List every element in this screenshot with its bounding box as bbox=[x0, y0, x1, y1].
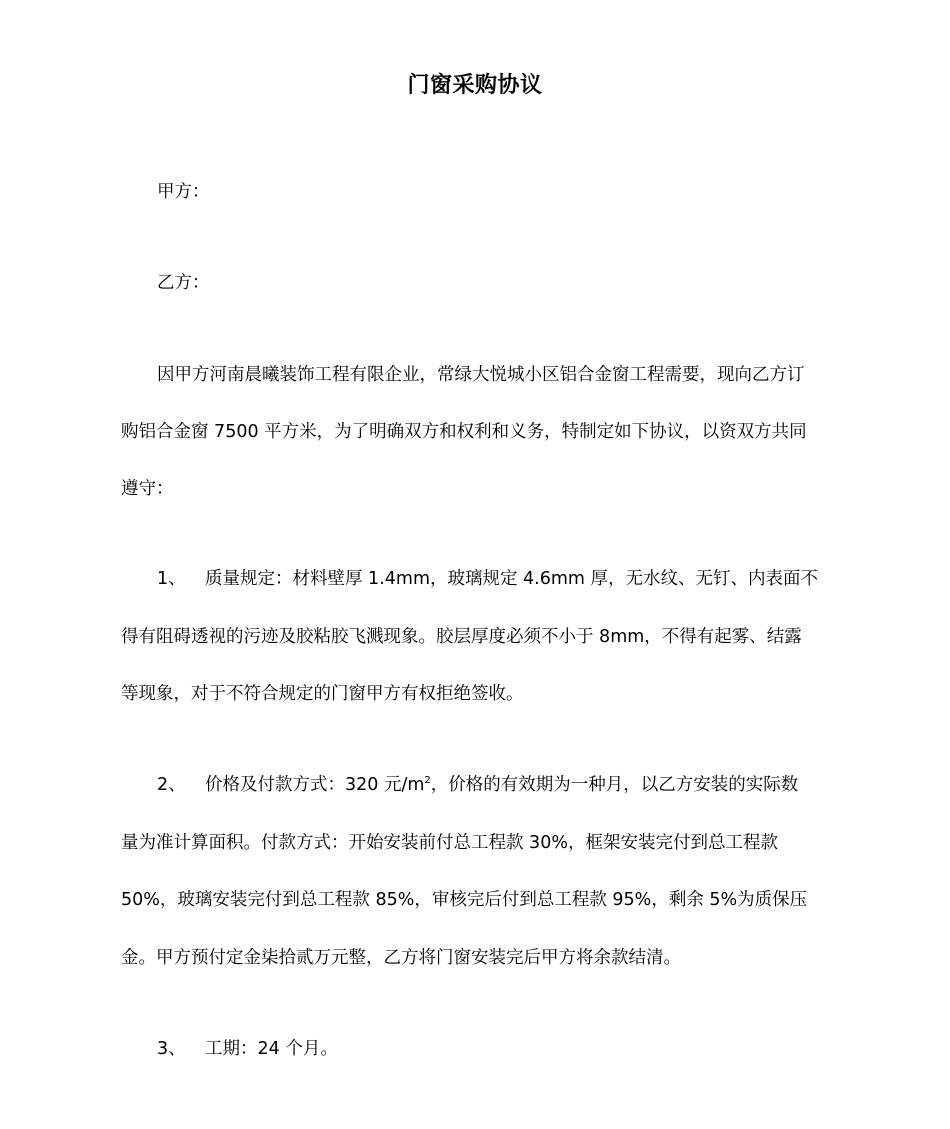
clause-3-number: 3、 bbox=[157, 1039, 186, 1059]
clause-2-line-4: 金。甲方预付定金柒拾贰万元整，乙方将门窗安装完后甲方将余款结清。 bbox=[121, 948, 681, 968]
clause-1-number: 1、 bbox=[157, 569, 186, 589]
clause-1-line-2: 得有阻碍透视的污迹及胶粘胶飞溅现象。胶层厚度必须不小于 8mm，不得有起雾、结露 bbox=[121, 627, 802, 647]
clause-1-text-1: 质量规定：材料壁厚 1.4mm，玻璃规定 4.6mm 厚，无水纹、无钉、内表面不 bbox=[205, 569, 819, 589]
party-a-label: 甲方： bbox=[157, 182, 210, 202]
clause-3-line-1 bbox=[157, 1037, 338, 1061]
clause-2-line-1 bbox=[157, 773, 798, 797]
clause-2-superscript: 2 bbox=[424, 775, 431, 787]
clause-2-line-2: 量为准计算面积。付款方式：开始安装前付总工程款 30%，框架安装完付到总工程款 bbox=[121, 833, 778, 853]
party-b-label: 乙方： bbox=[157, 273, 210, 293]
clause-1-line-1 bbox=[157, 567, 818, 591]
clause-2-number: 2、 bbox=[157, 775, 186, 795]
preamble-line-1: 因甲方河南晨曦装饰工程有限企业，常绿大悦城小区铝合金窗工程需要，现向乙方订 bbox=[157, 365, 805, 385]
clause-2-text-1a: 价格及付款方式：320 元/m bbox=[205, 775, 425, 795]
preamble-line-3: 遵守： bbox=[121, 479, 174, 499]
clause-1-line-3: 等现象，对于不符合规定的门窗甲方有权拒绝签收。 bbox=[121, 684, 524, 704]
document-title: 门窗采购协议 bbox=[407, 73, 543, 98]
clause-2-line-3: 50%，玻璃安装完付到总工程款 85%，审核完后付到总工程款 95%，剩余 5%为质保压 bbox=[121, 890, 808, 910]
preamble-line-2: 购铝合金窗 7500 平方米，为了明确双方和权利和义务，特制定如下协议，以资双方共同 bbox=[121, 422, 807, 442]
clause-2-text-1b: ，价格的有效期为一种月，以乙方安装的实际数 bbox=[430, 775, 799, 795]
clause-3-text-1: 工期：24 个月。 bbox=[205, 1039, 338, 1059]
